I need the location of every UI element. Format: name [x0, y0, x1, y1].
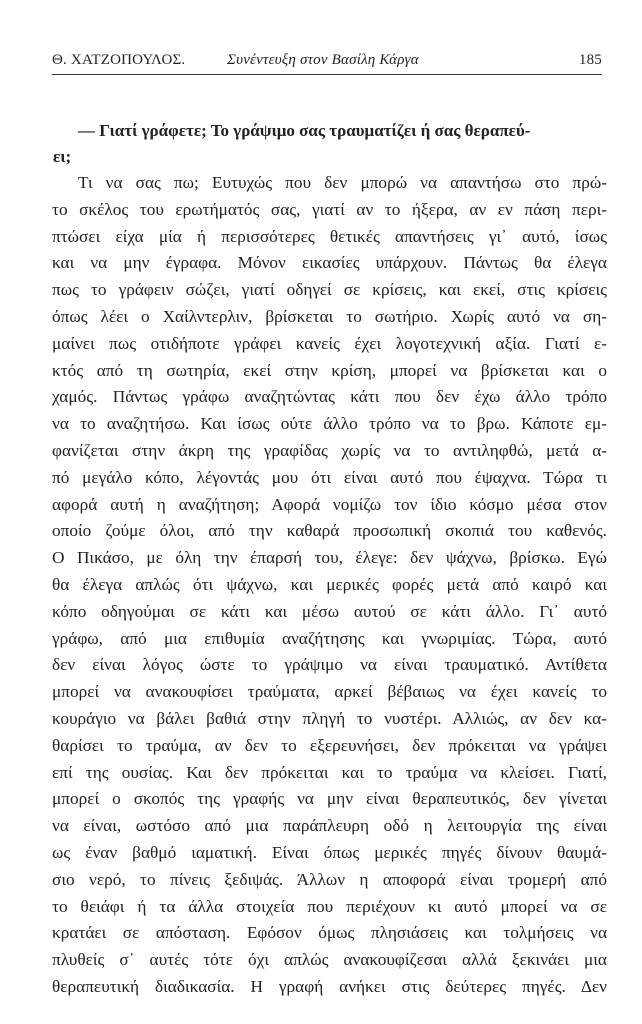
text-line: κόπο οδηγούμαι σε κάτι και μέσω αυτού σε κάτι άλλο. Γι᾽ αυτό [52, 601, 607, 621]
interview-question [53, 118, 602, 170]
text-line: όπως λέει ο Χαίλντερλιν, βρίσκεται το σωτήριο. Χωρίς αυτό να ση- [52, 306, 607, 326]
text-line: να το αναζητήσω. Και ίσως ούτε άλλο τρόπο να το βρω. Κάποτε εμ- [52, 414, 607, 434]
text-line: φανίζεται στην άκρη της γραφίδας χωρίς να το αντιληφθώ, μετά α- [52, 440, 607, 460]
text-line: οποίο ζούμε όλοι, από την καθαρά προσωπική σκοπιά του καθενός. [52, 521, 607, 541]
text-line: το θειάφι ή τα άλλα στοιχεία που περιέχουν κι αυτό μπορεί να σε [52, 896, 607, 916]
text-line: κουράγιο να βάλει βαθιά στην πληγή το νυστέρι. Αλλιώς, αν δεν κα- [52, 708, 607, 728]
header-title: Συνέντευξη στον Βασίλη Κάργα [227, 52, 419, 68]
text-line: πως το γράφειν σώζει, γιατί οδηγεί σε κρίσεις, και εκεί, στις κρίσεις [52, 280, 607, 300]
text-line: μαίνει πως οτιδήποτε γράφει κανείς έχει λογοτεχνική αξία. Γιατί ε- [52, 333, 607, 353]
text-line: και να μην έγραφα. Μόνον εικασίες υπάρχουν. Πάντως θα έλεγα [52, 253, 607, 273]
answer-text [52, 170, 607, 1001]
text-line: δεν είναι λόγος ώστε το γράψιμο να είναι τραυματικό. Αντίθετα [52, 655, 607, 675]
text-line: γράφω, από μια επιθυμία αναζήτησης και γνωριμίας. Τώρα, αυτό [52, 628, 607, 648]
text-line: θαρίσει το τραύμα, αν δεν το εξερευνήσει, δεν πρόκειται να γράψει [52, 735, 607, 755]
header-rule [52, 74, 602, 75]
text-line: χαμός. Πάντως γράφω αναζητώντας κάτι που δεν έχω άλλο τρόπο [52, 387, 607, 407]
text-line: κτός από τη σωτηρία, εκεί στην κρίση, μπορεί να βρίσκεται και ο [52, 360, 607, 380]
running-header [52, 50, 602, 72]
text-line: Ο Πικάσο, με όλη την έπαρσή του, έλεγε: δεν ψάχνω, βρίσκω. Εγώ [52, 548, 607, 568]
question-line-2: ει; [53, 147, 72, 166]
text-line: πό μεγάλο κόπο, λέγοντάς μου ότι είναι αυτό που έψαχνα. Τώρα τι [52, 467, 607, 487]
text-line: Τι να σας πω; Ευτυχώς που δεν μπορώ να απαντήσω στο πρώ- [78, 173, 607, 192]
text-line: θεραπευτική διαδικασία. Η γραφή ανήκει στις δεύτερες πηγές. Δεν [52, 976, 607, 996]
text-line: πλυθείς σ᾽ αυτές τότε όχι απλώς ανακουφίζεσαι αλλά ξεκινάει μια [52, 950, 607, 970]
text-line: κρατάει σε απόσταση. Εφόσον όμως πλησιάσεις και τολμήσεις να [52, 923, 607, 943]
text-line: ως έναν βαθμό ιαματική. Είναι όπως μερικές πηγές δίνουν θαυμά- [52, 842, 607, 862]
question-line-1: — Γιατί γράφετε; Το γράψιμο σας τραυματίζει ή σας θεραπεύ- [78, 121, 531, 140]
text-line: μπορεί ο σκοπός της γραφής να μην είναι θεραπευτικός, δεν γίνεται [52, 789, 607, 809]
text-line: αφορά αυτή η αναζήτηση; Αφορά νομίζω τον ίδιο κόσμο μέσα στον [52, 494, 607, 514]
page-number: 185 [578, 52, 602, 68]
text-line: να είναι, ωστόσο από μια παράπλευρη οδό η λειτουργία της είναι [52, 816, 607, 836]
text-line: μπορεί να ανακουφίσει τραύματα, αρκεί βέβαιως να έχει κανείς το [52, 682, 607, 702]
text-line: πτώσει είχα μία ή περισσότερες θετικές απαντήσεις γι᾽ αυτό, ίσως [52, 226, 607, 246]
text-line: θα έλεγα απλώς ότι ψάχνω, και μερικές φορές μετά από καιρό και [52, 574, 607, 594]
text-line: επί της ουσίας. Και δεν πρόκειται και το τραύμα να κλείσει. Γιατί, [52, 762, 607, 782]
text-line: το σκέλος του ερωτήματός σας, γιατί αν το ήξερα, αν εν πάση περι- [52, 199, 607, 219]
text-line: σιο νερό, το πίνεις ξεδιψάς. Άλλων η αποφορά είναι τρομερή από [52, 869, 607, 889]
header-author: Θ. ΧΑΤΖΟΠΟΥΛΟΣ. [52, 52, 186, 68]
